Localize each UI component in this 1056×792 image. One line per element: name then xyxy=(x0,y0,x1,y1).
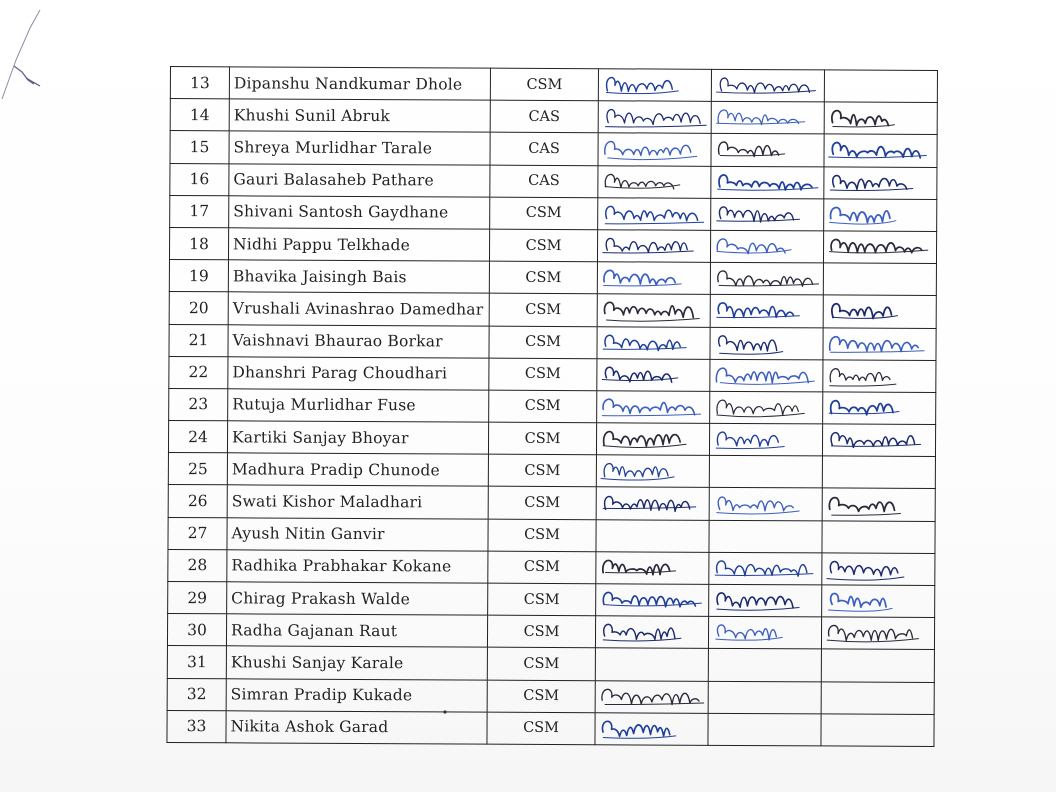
student-name: Rutuja Murlidhar Fuse xyxy=(228,389,489,423)
serial-number: 30 xyxy=(167,614,226,646)
student-name: Kartiki Sanjay Bhoyar xyxy=(227,421,488,455)
signature-cell-1 xyxy=(597,358,710,391)
department-code: CAS xyxy=(490,165,598,198)
handwritten-signature xyxy=(710,424,822,456)
signature-cell-2 xyxy=(710,359,823,392)
signature-cell-3 xyxy=(823,392,936,425)
handwritten-signature xyxy=(824,135,936,167)
serial-number: 15 xyxy=(170,131,229,163)
signature-cell-1 xyxy=(595,680,708,713)
department-code: CSM xyxy=(489,326,597,359)
handwritten-signature xyxy=(822,553,934,585)
table-row xyxy=(168,421,935,457)
student-name: Shivani Santosh Gaydhane xyxy=(229,196,490,230)
signature-cell-3 xyxy=(823,327,936,360)
handwritten-signature xyxy=(597,488,709,520)
signature-cell-2 xyxy=(711,166,824,199)
margin-scribble xyxy=(0,0,60,100)
signature-cell-3 xyxy=(824,102,937,135)
student-name: Dipanshu Nandkumar Dhole xyxy=(229,67,490,101)
signature-cell-2 xyxy=(708,617,821,650)
signature-cell-2 xyxy=(708,681,821,714)
handwritten-signature xyxy=(710,327,822,359)
department-code: CSM xyxy=(488,422,596,455)
student-name: Shreya Murlidhar Tarale xyxy=(229,131,490,165)
serial-number: 33 xyxy=(167,710,226,742)
signature-cell-3 xyxy=(822,456,935,489)
signature-cell-3 xyxy=(823,360,936,393)
serial-number: 29 xyxy=(168,581,227,613)
serial-number: 16 xyxy=(170,163,229,195)
department-code: CSM xyxy=(488,583,596,616)
handwritten-signature xyxy=(710,360,822,392)
table-row xyxy=(170,131,937,167)
table-row xyxy=(169,260,936,296)
student-name: Bhavika Jaisingh Bais xyxy=(228,260,489,294)
signature-cell-3 xyxy=(821,649,934,682)
signature-cell-2 xyxy=(709,423,822,456)
handwritten-signature xyxy=(823,360,935,392)
table-row xyxy=(168,453,935,489)
signature-cell-3 xyxy=(821,681,934,714)
signature-cell-2 xyxy=(710,230,823,263)
signature-cell-3 xyxy=(822,521,935,554)
table-row xyxy=(168,549,935,585)
handwritten-signature xyxy=(822,618,934,650)
serial-number: 21 xyxy=(169,324,228,356)
handwritten-signature xyxy=(710,392,822,424)
signature-cell-3 xyxy=(823,231,936,264)
handwritten-signature xyxy=(710,488,822,520)
signature-cell-2 xyxy=(710,262,823,295)
student-name: Gauri Balasaheb Pathare xyxy=(229,163,490,197)
handwritten-signature xyxy=(712,102,824,134)
handwritten-signature xyxy=(823,328,935,360)
department-code: CSM xyxy=(488,487,596,520)
handwritten-signature xyxy=(824,231,936,263)
student-name: Madhura Pradip Chunode xyxy=(227,453,488,487)
table-row xyxy=(170,195,937,231)
signature-cell-2 xyxy=(711,102,824,135)
serial-number: 28 xyxy=(168,549,227,581)
student-name: Radhika Prabhakar Kokane xyxy=(227,550,488,584)
signature-cell-1 xyxy=(598,69,711,102)
signature-cell-3 xyxy=(824,199,937,232)
signature-cell-3 xyxy=(824,134,937,167)
serial-number: 32 xyxy=(167,678,226,710)
signature-cell-3 xyxy=(821,617,934,650)
serial-number: 24 xyxy=(168,421,227,453)
handwritten-signature xyxy=(597,359,709,391)
handwritten-signature xyxy=(599,69,711,101)
table-row xyxy=(169,324,936,360)
signature-cell-1 xyxy=(596,423,709,456)
table-row xyxy=(169,356,936,392)
signature-cell-1 xyxy=(597,391,710,424)
signature-cell-1 xyxy=(598,133,711,166)
serial-number: 13 xyxy=(170,67,229,99)
department-code: CSM xyxy=(489,293,597,326)
student-name: Khushi Sanjay Karale xyxy=(226,646,487,680)
department-code: CSM xyxy=(489,390,597,423)
signature-cell-1 xyxy=(595,616,708,649)
signature-cell-2 xyxy=(709,584,822,617)
department-code: CSM xyxy=(490,197,598,230)
signature-cell-1 xyxy=(596,487,709,520)
serial-number: 27 xyxy=(168,517,227,549)
table-row xyxy=(167,614,934,650)
serial-number: 26 xyxy=(168,485,227,517)
table-row xyxy=(168,581,935,617)
signature-cell-3 xyxy=(823,295,936,328)
signature-cell-2 xyxy=(711,198,824,231)
handwritten-signature xyxy=(712,70,824,102)
student-name: Radha Gajanan Raut xyxy=(226,614,487,648)
handwritten-signature xyxy=(709,585,821,617)
table-row xyxy=(169,227,936,263)
handwritten-signature xyxy=(599,102,711,134)
handwritten-signature xyxy=(822,586,934,618)
handwritten-signature xyxy=(711,263,823,295)
table-row xyxy=(170,99,937,135)
handwritten-signature xyxy=(823,489,935,521)
department-code: CSM xyxy=(487,615,595,648)
table-row xyxy=(170,163,937,199)
handwritten-signature xyxy=(597,456,709,488)
handwritten-signature xyxy=(711,134,823,166)
signature-cell-1 xyxy=(598,197,711,230)
signature-cell-2 xyxy=(711,134,824,167)
serial-number: 17 xyxy=(170,195,229,227)
signature-cell-3 xyxy=(824,70,937,103)
handwritten-signature xyxy=(597,391,709,423)
serial-number: 31 xyxy=(167,646,226,678)
signature-cell-2 xyxy=(709,456,822,489)
department-code: CAS xyxy=(490,100,598,133)
signature-cell-2 xyxy=(711,69,824,102)
department-code: CSM xyxy=(489,358,597,391)
signature-cell-1 xyxy=(597,326,710,359)
department-code: CSM xyxy=(487,680,595,713)
handwritten-signature xyxy=(596,552,708,584)
signature-cell-3 xyxy=(823,263,936,296)
signature-cell-2 xyxy=(708,713,821,746)
handwritten-signature xyxy=(823,392,935,424)
department-code: CSM xyxy=(489,261,597,294)
handwritten-signature xyxy=(596,681,708,713)
table-row xyxy=(169,292,936,328)
department-code: CAS xyxy=(490,133,598,166)
signature-cell-2 xyxy=(710,295,823,328)
ink-dot xyxy=(442,709,448,715)
student-name: Vaishnavi Bhaurao Borkar xyxy=(228,324,489,358)
handwritten-signature xyxy=(596,617,708,649)
signature-cell-1 xyxy=(597,230,710,263)
handwritten-signature xyxy=(598,262,710,294)
signature-cell-1 xyxy=(598,165,711,198)
signature-cell-3 xyxy=(822,585,935,618)
signature-cell-2 xyxy=(710,327,823,360)
signature-cell-1 xyxy=(597,294,710,327)
handwritten-signature xyxy=(823,425,935,457)
department-code: CSM xyxy=(489,229,597,262)
signature-cell-3 xyxy=(824,166,937,199)
signature-cell-1 xyxy=(596,519,709,552)
handwritten-signature xyxy=(598,134,710,166)
handwritten-signature xyxy=(598,198,710,230)
handwritten-signature xyxy=(597,327,709,359)
signature-cell-2 xyxy=(709,552,822,585)
department-code: CSM xyxy=(488,551,596,584)
serial-number: 20 xyxy=(169,292,228,324)
signature-cell-1 xyxy=(597,262,710,295)
student-name: Simran Pradip Kukade xyxy=(226,678,487,712)
attendance-table xyxy=(166,66,938,747)
table-row xyxy=(167,678,934,714)
handwritten-signature xyxy=(598,230,710,262)
handwritten-signature xyxy=(709,553,821,585)
department-code: CSM xyxy=(490,68,598,101)
signature-cell-1 xyxy=(595,648,708,681)
serial-number: 25 xyxy=(168,453,227,485)
signature-cell-2 xyxy=(710,391,823,424)
department-code: CSM xyxy=(487,648,595,681)
signature-cell-2 xyxy=(709,520,822,553)
department-code: CSM xyxy=(488,519,596,552)
signature-cell-3 xyxy=(822,488,935,521)
table-row xyxy=(167,710,934,746)
signature-cell-3 xyxy=(822,553,935,586)
serial-number: 19 xyxy=(169,260,228,292)
serial-number: 14 xyxy=(170,99,229,131)
handwritten-signature xyxy=(711,199,823,231)
student-name: Chirag Prakash Walde xyxy=(227,582,488,616)
department-code: CSM xyxy=(487,712,595,745)
student-name: Khushi Sunil Abruk xyxy=(229,99,490,133)
student-name: Nidhi Pappu Telkhade xyxy=(228,228,489,262)
serial-number: 18 xyxy=(169,227,228,259)
signature-cell-2 xyxy=(708,649,821,682)
handwritten-signature xyxy=(825,103,937,135)
attendance-table-body xyxy=(167,67,938,747)
signature-cell-1 xyxy=(596,584,709,617)
table-row xyxy=(168,517,935,553)
handwritten-signature xyxy=(711,295,823,327)
student-name: Ayush Nitin Ganvir xyxy=(227,517,488,551)
student-name: Swati Kishor Maladhari xyxy=(227,485,488,519)
handwritten-signature xyxy=(824,199,936,231)
handwritten-signature xyxy=(595,713,707,745)
handwritten-signature xyxy=(709,617,821,649)
table-row xyxy=(169,388,936,424)
signature-cell-2 xyxy=(709,488,822,521)
student-name: Nikita Ashok Garad xyxy=(226,711,487,745)
department-code: CSM xyxy=(488,454,596,487)
signature-cell-1 xyxy=(595,712,708,745)
serial-number: 23 xyxy=(169,388,228,420)
signature-cell-1 xyxy=(596,455,709,488)
signature-cell-3 xyxy=(821,714,934,747)
table-row xyxy=(168,485,935,521)
student-name: Vrushali Avinashrao Damedhar xyxy=(228,292,489,326)
handwritten-signature xyxy=(598,295,710,327)
signature-cell-1 xyxy=(598,101,711,134)
handwritten-signature xyxy=(711,231,823,263)
table-row xyxy=(170,67,937,103)
table-row xyxy=(167,646,934,682)
handwritten-signature xyxy=(824,167,936,199)
signature-cell-3 xyxy=(822,424,935,457)
handwritten-signature xyxy=(711,166,823,198)
handwritten-signature xyxy=(596,584,708,616)
handwritten-signature xyxy=(824,296,936,328)
signature-cell-1 xyxy=(596,552,709,585)
student-name: Dhanshri Parag Choudhari xyxy=(228,356,489,390)
serial-number: 22 xyxy=(169,356,228,388)
handwritten-signature xyxy=(598,166,710,198)
handwritten-signature xyxy=(597,423,709,455)
